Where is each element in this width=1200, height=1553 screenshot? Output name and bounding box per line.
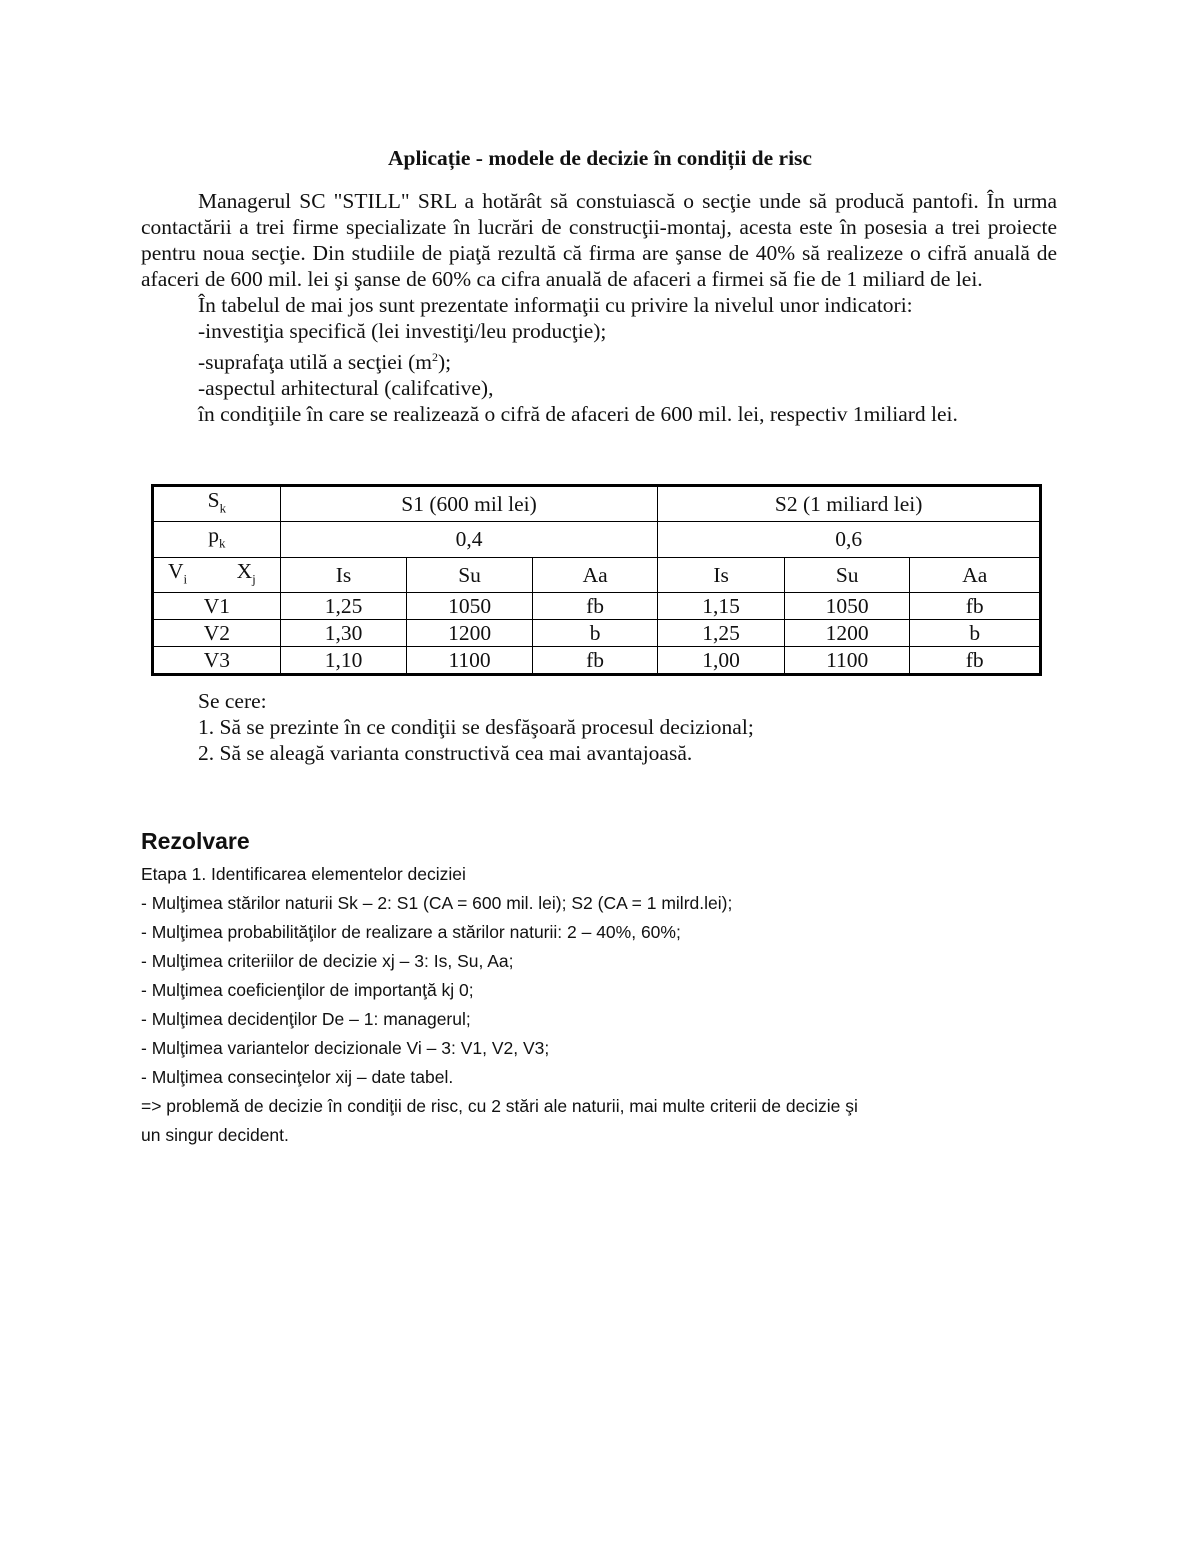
indicator-is: -investiţia specifică (lei investiţi/leu producţie); xyxy=(198,319,607,343)
decision-table xyxy=(151,484,1042,676)
solution-line: => problemă de decizie în condiţii de risc, cu 2 stări ale naturii, mai multe criterii de decizie şi xyxy=(141,1096,858,1116)
criterion-header: Aa xyxy=(910,557,1041,592)
table-cell: 1050 xyxy=(784,592,910,619)
table-cell: fb xyxy=(910,592,1041,619)
table-cell: 1,10 xyxy=(280,646,407,674)
pk-header: $p_k$ xyxy=(153,522,281,557)
solution-line: Etapa 1. Identificarea elementelor deciziei xyxy=(141,864,466,884)
variant-label: V1 xyxy=(153,592,281,619)
indicator-su-text: -suprafaţa utilă a secţiei (m xyxy=(198,350,433,375)
table-intro: În tabelul de mai jos sunt prezentate informaţii cu privire la nivelul unor indicatori: xyxy=(198,293,913,317)
criterion-header: Aa xyxy=(532,557,657,592)
table-cell: 1,15 xyxy=(658,592,785,619)
criterion-header: Is xyxy=(280,557,407,592)
requirements xyxy=(198,688,754,766)
table-row xyxy=(153,592,1041,619)
indicator-su-sup: 2 xyxy=(432,350,439,364)
intro-paragraph: Managerul SC "STILL" SRL a hotărât să constuiască o secţie unde să producă pantofi. În urma contactării a trei firme specializate în lucrări de construcţii-montaj, acesta este în posesia a trei proiecte pentru noua secţie. Din studiile de piaţă rezultă că firma are şanse de 40% să realizeze o cifră anuală de afaceri de 600 mil. lei şi şanse de 60% ca cifra anuală de afaceri a firmei să fie de 1 miliard de lei. xyxy=(141,189,1057,291)
criterion-header: Su xyxy=(407,557,533,592)
indicator-su-end: ); xyxy=(438,350,452,375)
sk-header: $S_k$ xyxy=(153,486,281,522)
table-cell: 1050 xyxy=(407,592,533,619)
probability-s1: 0,4 xyxy=(280,522,658,557)
indicator-su xyxy=(141,344,1057,375)
solution-line: un singur decident. xyxy=(141,1125,289,1145)
state-s2-header: S2 (1 miliard lei) xyxy=(658,486,1041,522)
table-cell: 1,00 xyxy=(658,646,785,674)
solution-line: - Mulţimea probabilităţilor de realizare a stărilor naturii: 2 – 40%, 60%; xyxy=(141,922,681,942)
criterion-header: Is xyxy=(658,557,785,592)
table-cell: fb xyxy=(532,592,657,619)
table-cell: fb xyxy=(532,646,657,674)
table-cell: fb xyxy=(910,646,1041,674)
table-cell: b xyxy=(532,619,657,646)
solution-line: - Mulţimea variantelor decizionale Vi – 3: V1, V2, V3; xyxy=(141,1038,550,1058)
table-row xyxy=(153,646,1041,674)
conditions-line: în condiţiile în care se realizează o cifră de afaceri de 600 mil. lei, respectiv 1miliard lei. xyxy=(198,402,958,427)
variant-label: V3 xyxy=(153,646,281,674)
vi-xj-header: $V_i$ $X_j$ xyxy=(153,557,281,592)
criterion-header: Su xyxy=(784,557,910,592)
solution-line: - Mulţimea consecinţelor xij – date tabel. xyxy=(141,1067,454,1087)
variant-label: V2 xyxy=(153,619,281,646)
table-row-states xyxy=(153,486,1041,522)
solution-line: - Mulţimea decidenţilor De – 1: managerul; xyxy=(141,1009,471,1029)
requirement-2: 2. Să se aleagă varianta constructivă cea mai avantajoasă. xyxy=(198,741,693,765)
solution-line: - Mulţimea coeficienţilor de importanţă kj 0; xyxy=(141,980,474,1000)
table-row-probabilities xyxy=(153,522,1041,557)
table-cell: 1,30 xyxy=(280,619,407,646)
table-row-criteria xyxy=(153,557,1041,592)
probability-s2: 0,6 xyxy=(658,522,1041,557)
table-cell: b xyxy=(910,619,1041,646)
state-s1-header: S1 (600 mil lei) xyxy=(280,486,658,522)
document-title: Aplicație - modele de decizie în condiții de risc xyxy=(388,146,812,170)
problem-statement xyxy=(141,188,1057,427)
requirements-label: Se cere: xyxy=(198,689,267,713)
table-cell: 1,25 xyxy=(658,619,785,646)
table-row xyxy=(153,619,1041,646)
table-cell: 1100 xyxy=(784,646,910,674)
solution-line: - Mulţimea criteriilor de decizie xj – 3: Is, Su, Aa; xyxy=(141,951,514,971)
table-cell: 1200 xyxy=(407,619,533,646)
table-cell: 1100 xyxy=(407,646,533,674)
requirement-1: 1. Să se prezinte în ce condiţii se desfăşoară procesul decizional; xyxy=(198,715,754,739)
indicator-aa: -aspectul arhitectural (califcative), xyxy=(198,376,494,401)
table-cell: 1200 xyxy=(784,619,910,646)
table-cell: 1,25 xyxy=(280,592,407,619)
solution-line: - Mulţimea stărilor naturii Sk – 2: S1 (CA = 600 mil. lei); S2 (CA = 1 milrd.lei); xyxy=(141,893,733,913)
solution-section xyxy=(141,826,1021,1150)
solution-heading: Rezolvare xyxy=(141,828,250,854)
